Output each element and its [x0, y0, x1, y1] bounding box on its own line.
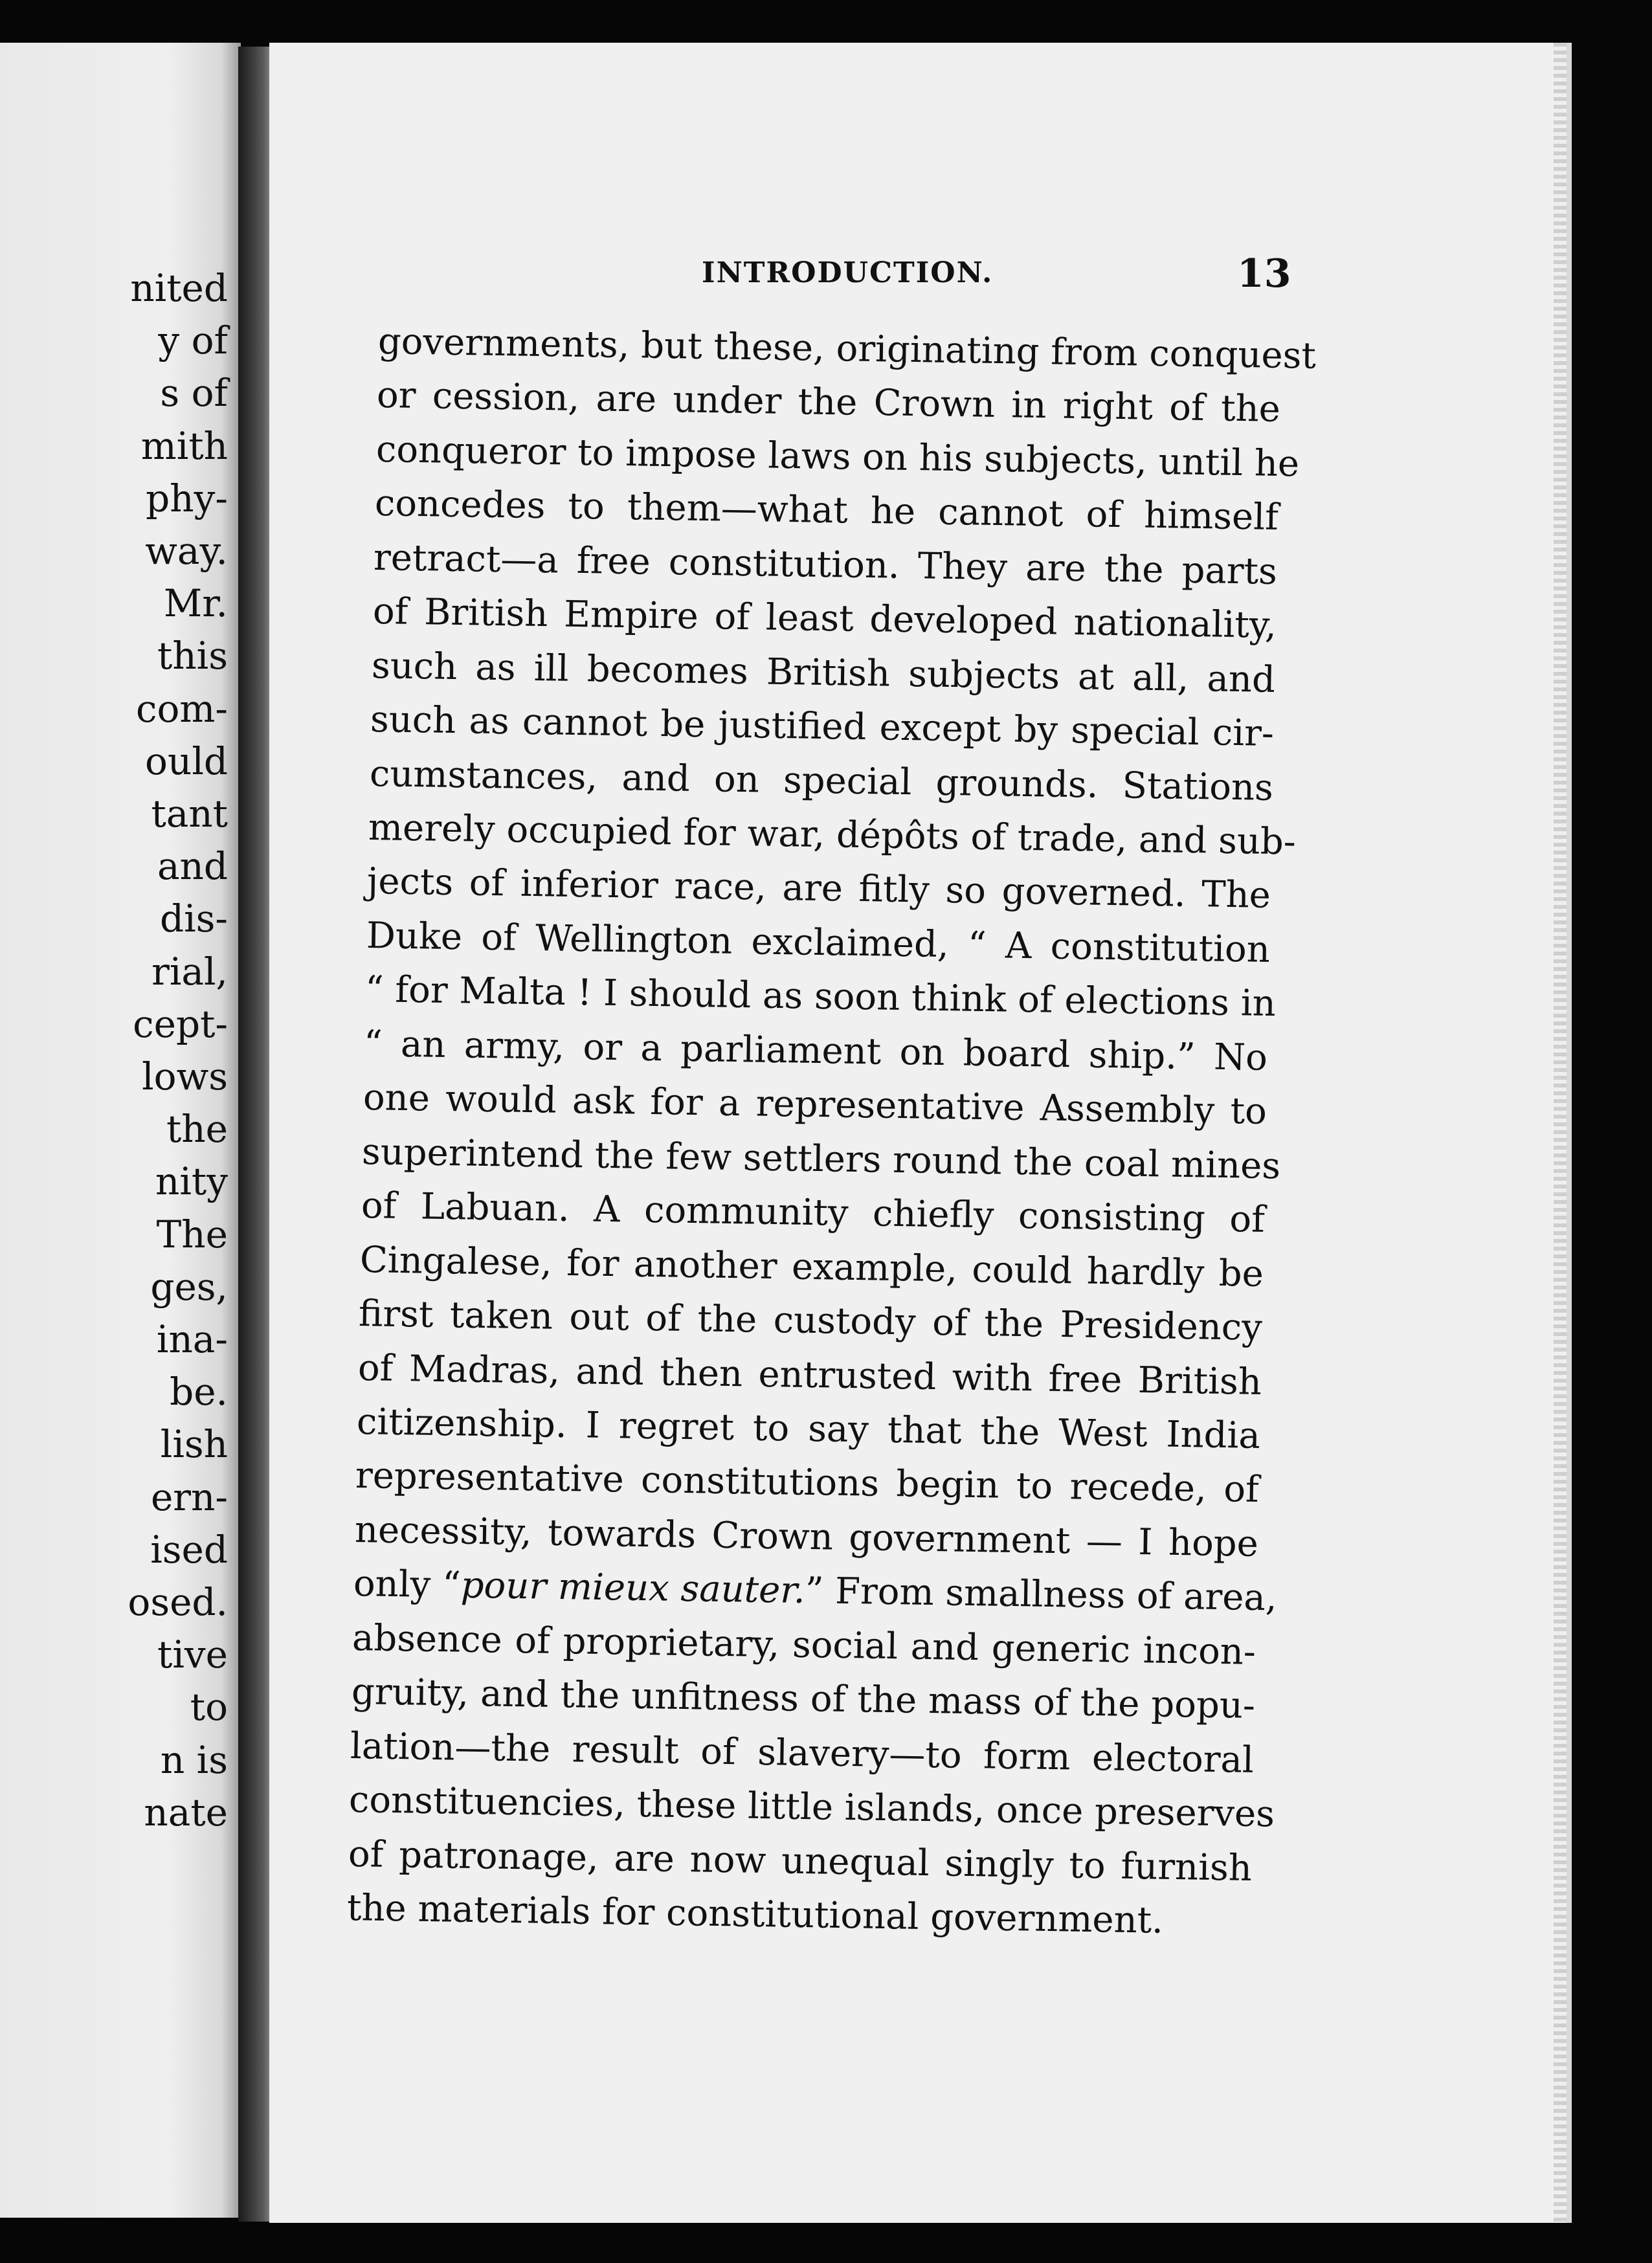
- left-page-line-11: tant: [151, 792, 228, 836]
- left-page-line-6: way.: [145, 529, 228, 573]
- left-page-line-24: ern-: [150, 1475, 228, 1519]
- left-page-line-13: dis-: [159, 897, 228, 941]
- body-line-25: absence of proprietary, social and generic incon-: [352, 1616, 1256, 1673]
- left-page-line-9: com-: [136, 686, 228, 731]
- body-line-29: of patronage, are now unequal singly to furnish: [348, 1833, 1252, 1890]
- left-page-line-3: s of: [160, 371, 228, 416]
- book-gutter: [238, 47, 272, 2222]
- left-page-line-19: The: [156, 1212, 228, 1256]
- body-line-3: conqueror to impose laws on his subjects, until he: [375, 428, 1300, 485]
- body-line-20: of Madras, and then entrusted with free British: [357, 1346, 1262, 1403]
- left-page-line-16: lows: [142, 1054, 228, 1098]
- left-page-line-4: mith: [140, 423, 228, 468]
- body-line-28: constituencies, these little islands, once preserves: [348, 1779, 1275, 1836]
- previous-page-edge: [0, 43, 241, 2218]
- left-page-line-2: y of: [158, 318, 228, 363]
- body-line-8: such as cannot be justified except by special cir-: [370, 698, 1275, 755]
- running-head: INTRODUCTION.: [702, 256, 994, 289]
- body-line-14: “ an army, or a parliament on board ship.” No: [363, 1022, 1268, 1079]
- body-line-26: gruity, and the unfitness of the mass of the popu-: [351, 1671, 1255, 1728]
- italic-phrase: pour mieux sauter.: [460, 1564, 806, 1612]
- left-page-line-14: rial,: [151, 949, 228, 994]
- body-line-22: representative constitutions begin to recede, of: [355, 1455, 1260, 1511]
- quote-open: only “: [353, 1563, 462, 1607]
- body-line-11: jects of inferior race, are fitly so governed. The: [366, 860, 1271, 917]
- body-line-1: governments, but these, originating from conquest: [377, 320, 1317, 377]
- left-page-line-7: Mr.: [163, 581, 228, 626]
- left-page-line-30: nate: [144, 1790, 228, 1834]
- quote-close-continuation: ” From smallness of area,: [805, 1570, 1278, 1620]
- left-page-line-28: to: [190, 1685, 228, 1730]
- left-page-line-29: n is: [160, 1737, 228, 1782]
- left-page-line-27: tive: [157, 1633, 228, 1677]
- body-line-13: “ for Malta ! I should as soon think of elections in: [364, 968, 1277, 1025]
- left-page-line-20: ges,: [150, 1264, 228, 1309]
- current-page: [269, 43, 1572, 2223]
- left-page-line-12: and: [157, 844, 228, 889]
- body-line-19: first taken out of the custody of the Presidency: [358, 1293, 1263, 1349]
- left-page-line-26: osed.: [128, 1580, 228, 1624]
- left-page-line-5: phy-: [146, 476, 228, 520]
- left-page-line-18: nity: [155, 1159, 228, 1204]
- left-page-line-1: nited: [130, 266, 228, 310]
- body-line-27: lation—the result of slavery—to form electoral: [350, 1724, 1255, 1781]
- body-line-16: superintend the few settlers round the coal mines: [361, 1130, 1281, 1188]
- body-line-5: retract—a free constitution. They are the parts: [373, 536, 1278, 593]
- left-page-line-15: cept-: [133, 1001, 228, 1046]
- body-line-4: concedes to them—what he cannot of himself: [374, 482, 1279, 539]
- body-line-15: one would ask for a representative Assembly to: [363, 1076, 1267, 1133]
- left-page-line-17: the: [166, 1107, 228, 1152]
- body-line-30: the materials for constitutional government.: [346, 1887, 1164, 1942]
- body-line-24: [353, 1563, 1278, 1620]
- body-line-10: merely occupied for war, dépôts of trade, and sub-: [368, 807, 1297, 864]
- page-number: 13: [1237, 251, 1291, 296]
- body-line-2: or cession, are under the Crown in right of the: [376, 374, 1281, 431]
- left-page-line-21: ina-: [156, 1317, 228, 1361]
- body-line-17: of Labuan. A community chiefly consisting of: [361, 1185, 1265, 1242]
- body-line-18: Cingalese, for another example, could hardly be: [359, 1238, 1264, 1295]
- body-line-21: citizenship. I regret to say that the West India: [356, 1400, 1261, 1457]
- body-line-12: Duke of Wellington exclaimed, “ A constitution: [366, 914, 1271, 971]
- left-page-line-10: ould: [145, 739, 228, 783]
- left-page-line-23: lish: [160, 1422, 228, 1467]
- body-line-9: cumstances, and on special grounds. Stations: [369, 752, 1274, 809]
- body-line-7: such as ill becomes British subjects at all, and: [371, 644, 1276, 701]
- body-line-6: of British Empire of least developed nationality,: [372, 590, 1277, 647]
- left-page-line-8: this: [157, 634, 228, 678]
- left-page-line-25: ised: [150, 1527, 228, 1572]
- body-line-23: necessity, towards Crown government — I hope: [354, 1508, 1258, 1565]
- left-page-line-22: be.: [170, 1370, 228, 1414]
